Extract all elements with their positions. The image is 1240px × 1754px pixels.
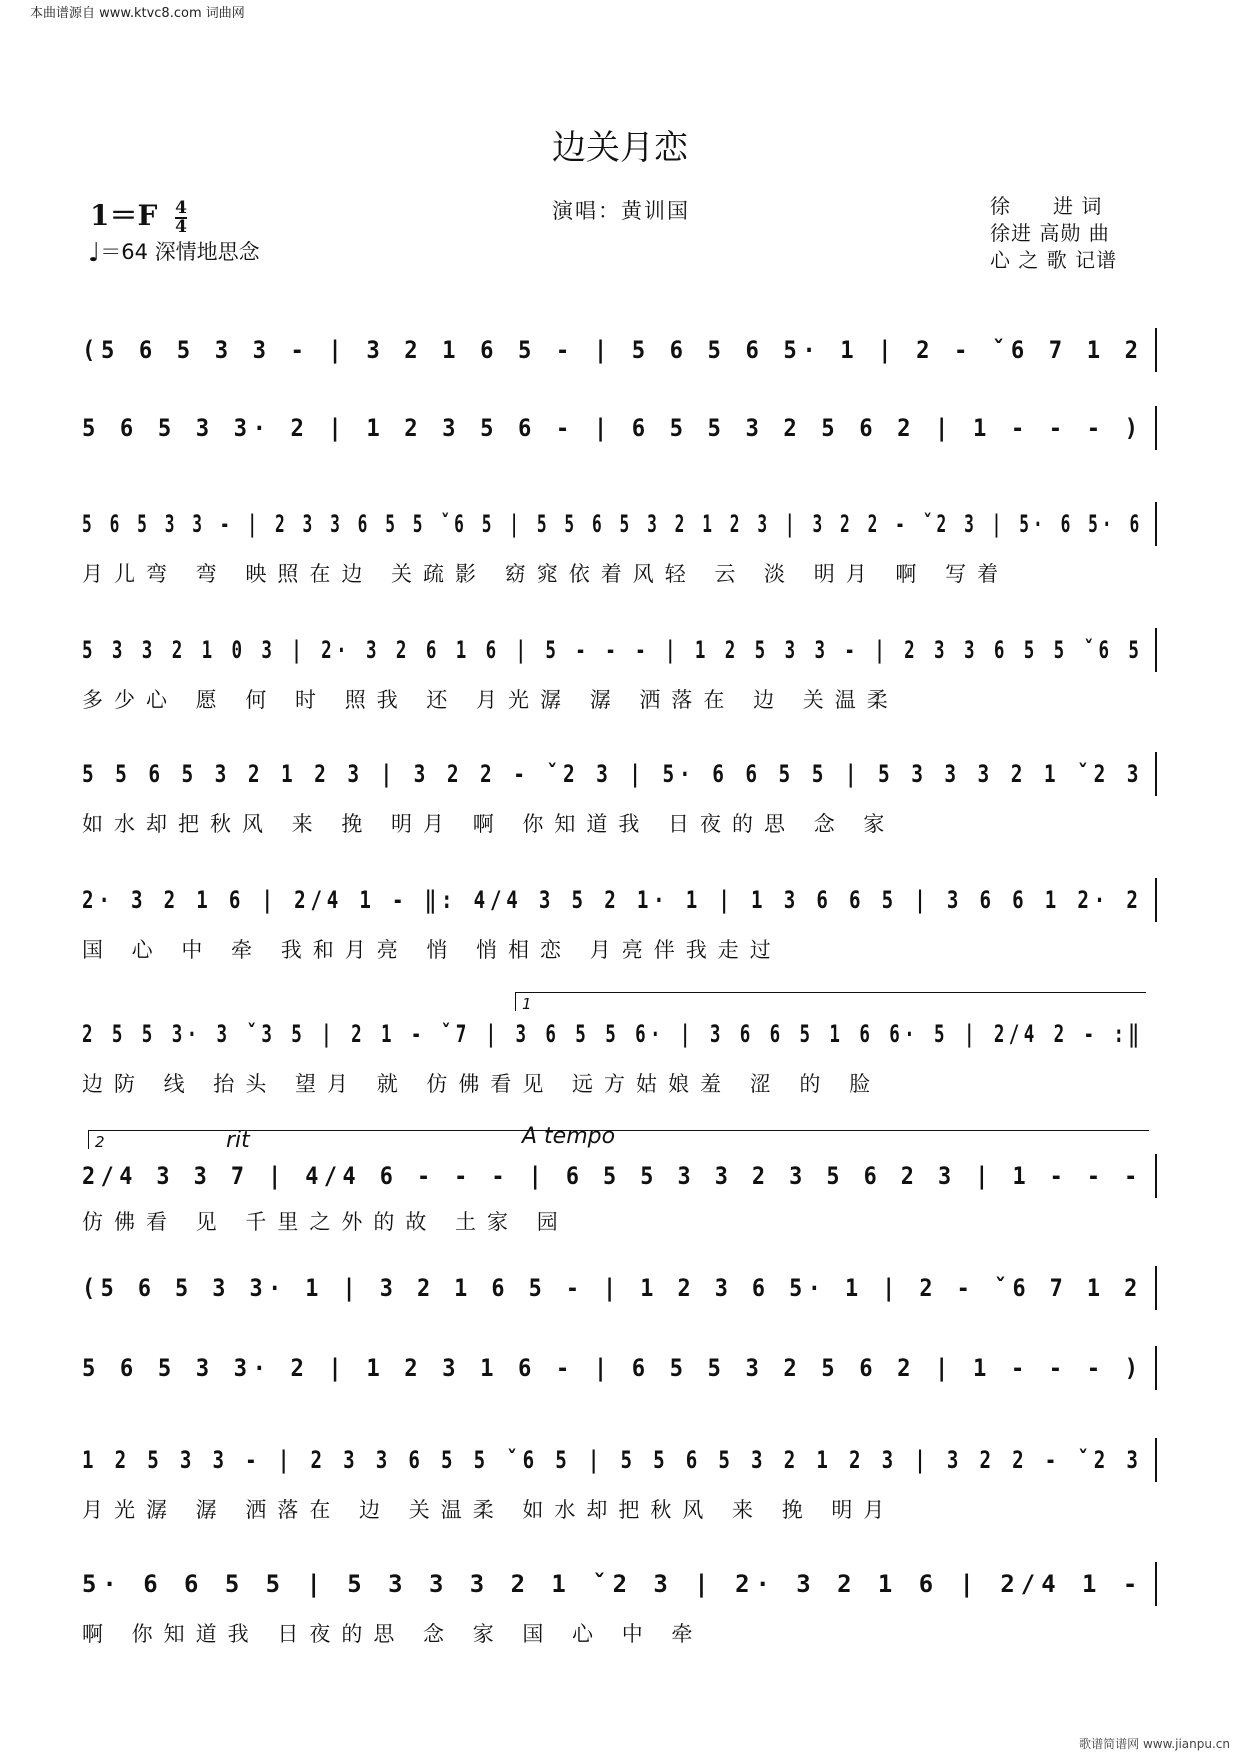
barline xyxy=(1155,1266,1157,1310)
song-title: 边关月恋 xyxy=(552,128,688,168)
credits xyxy=(990,193,1117,274)
notation-line: (5 6 5 3 3· 1 | 3 2 1 6 5 - | 1 2 3 6 5· 1 | 2 - ˇ6 7 1 2 xyxy=(82,1274,1143,1302)
barline xyxy=(1155,1562,1157,1606)
lyric-line: 边防 线 抬头 望月 就 仿佛看见 远方姑娘羞 涩 的 脸 xyxy=(82,1072,882,1096)
transcriber-credit: 心 之 歌 记谱 xyxy=(990,248,1118,272)
rit-marking: rit xyxy=(226,1128,250,1153)
time-signature xyxy=(175,197,187,237)
notation-line: 5 3 3 2 1 0 3 | 2· 3 2 6 1 6 | 5 - - - | 1 2 5 3 3 - | 2 3 3 6 5 5 ˇ6 5 xyxy=(82,636,1144,664)
lyric-line: 国 心 中 牵 我和月亮 悄 悄相恋 月亮伴我走过 xyxy=(82,938,782,962)
notation-line: 2· 3 2 1 6 | 2/4 1 - ‖: 4/4 3 5 2 1· 1 | 1 3 6 6 5 | 3 6 6 1 2· 2 xyxy=(82,886,1143,914)
key-label: 1＝F xyxy=(90,199,158,232)
tempo-marking xyxy=(88,236,260,268)
tempo-expression: 深情地思念 xyxy=(154,240,260,264)
barline xyxy=(1155,406,1157,450)
notation-line: (5 6 5 3 3 - | 3 2 1 6 5 - | 5 6 5 6 5· 1 | 2 - ˇ6 7 1 2 xyxy=(82,336,1144,364)
lyric-line: 月儿弯 弯 映照在边 关疏影 窈窕依着风轻 云 淡 明月 啊 写着 xyxy=(82,562,1010,586)
second-ending-number: 2 xyxy=(95,1133,105,1151)
site-watermark: 歌谱简谱网 www.jianpu.cn xyxy=(1079,1737,1230,1751)
notation-line: 5 6 5 3 3· 2 | 1 2 3 1 6 - | 6 5 5 3 2 5 6 2 | 1 - - - ) xyxy=(82,1354,1144,1382)
lyric-line: 啊 你知道我 日夜的思 念 家 国 心 中 牵 xyxy=(82,1622,704,1646)
singer-credit: 演唱：黄训国 xyxy=(552,199,690,223)
notation-line: 2 5 5 3· 3 ˇ3 5 | 2 1 - ˇ7 | 3 6 5 5 6· | 3 6 6 5 1 6 6· 5 | 2/4 2 - :‖ xyxy=(82,1020,1144,1048)
lyric-line: 仿佛看 见 千里之外的故 土家 园 xyxy=(82,1210,569,1234)
barline xyxy=(1155,1346,1157,1390)
barline xyxy=(1155,1438,1157,1482)
composer-credit: 徐进 高勋 曲 xyxy=(990,221,1110,245)
notation-line: 5· 6 6 5 5 | 5 3 3 3 2 1 ˇ2 3 | 2· 3 2 1 6 | 2/4 1 - xyxy=(82,1570,1144,1598)
a-tempo-marking: A tempo xyxy=(522,1124,616,1149)
notation-line: 2/4 3 3 7 | 4/4 6 - - - | 6 5 5 3 3 2 3 5 6 2 3 | 1 - - - xyxy=(82,1162,1143,1190)
tempo-bpm: ＝64 xyxy=(100,240,148,264)
barline xyxy=(1155,628,1157,672)
barline xyxy=(1155,1154,1157,1198)
barline xyxy=(1155,502,1157,546)
notation-line: 5 6 5 3 3 - | 2 3 3 6 5 5 ˇ6 5 | 5 5 6 5 3 2 1 2 3 | 3 2 2 - ˇ2 3 | 5· 6 5· 6 xyxy=(82,510,1144,538)
quarter-note-icon: ♩ xyxy=(88,238,101,268)
notation-line: 1 2 5 3 3 - | 2 3 3 6 5 5 ˇ6 5 | 5 5 6 5 3 2 1 2 3 | 3 2 2 - ˇ2 3 xyxy=(82,1446,1143,1474)
first-ending-bracket xyxy=(515,992,1146,1011)
notation-line: 5 5 6 5 3 2 1 2 3 | 3 2 2 - ˇ2 3 | 5· 6 6 5 5 | 5 3 3 3 2 1 ˇ2 3 xyxy=(82,760,1144,788)
lyric-line: 如水却把秋风 来 挽 明月 啊 你知道我 日夜的思 念 家 xyxy=(82,812,896,836)
lyric-line: 多少心 愿 何 时 照我 还 月光潺 潺 洒落在 边 关温柔 xyxy=(82,688,899,712)
key-signature xyxy=(90,194,187,236)
first-ending-number: 1 xyxy=(522,995,532,1013)
notation-line: 5 6 5 3 3· 2 | 1 2 3 5 6 - | 6 5 5 3 2 5 6 2 | 1 - - - ) xyxy=(82,414,1144,442)
time-signature-bottom: 4 xyxy=(175,216,187,237)
lyric-line: 月光潺 潺 洒落在 边 关温柔 如水却把秋风 来 挽 明月 xyxy=(82,1498,896,1522)
time-signature-top: 4 xyxy=(175,197,187,218)
barline xyxy=(1155,752,1157,796)
barline xyxy=(1155,878,1157,922)
source-watermark: 本曲谱源自 www.ktvc8.com 词曲网 xyxy=(30,6,245,21)
barline xyxy=(1155,328,1157,372)
lyricist-credit: 徐 进 词 xyxy=(990,194,1103,218)
